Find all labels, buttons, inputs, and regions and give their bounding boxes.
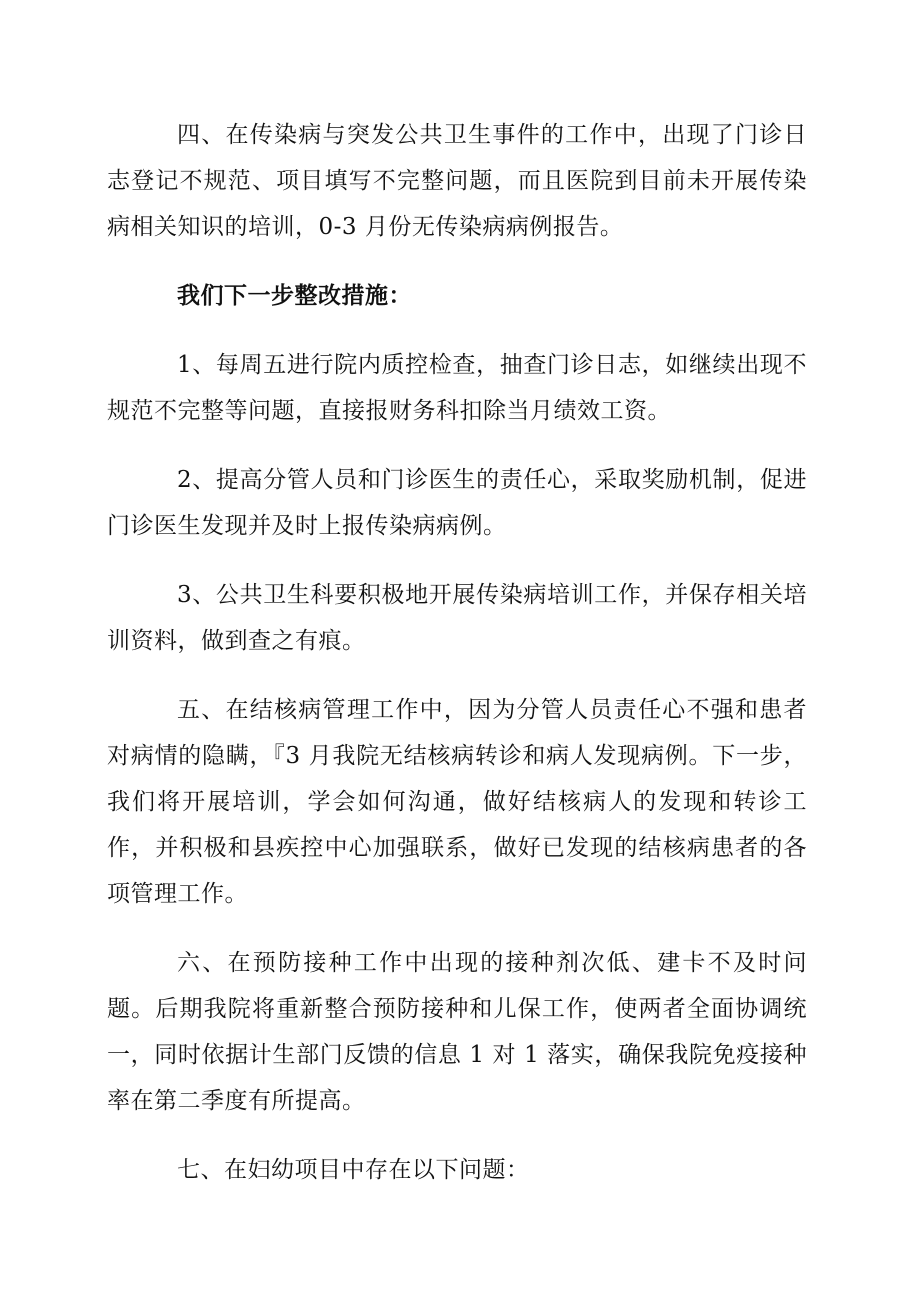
paragraph-measure-2: 2、提高分管人员和门诊医生的责任心，采取奖励机制，促进门诊医生发现并及时上报传染病病例。 [107,467,807,539]
paragraph-section-five: 五、在结核病管理工作中，因为分管人员责任心不强和患者对病情的隐瞒，『3 月我院无结核病转诊和病人发现病例。下一步，我们将开展培训，学会如何沟通，做好结核病人的发现和转诊工作，并积极和县疾控中心加强联系，做好已发现的结核病患者的各项管理工作。 [107,697,807,907]
paragraph-measure-1: 1、每周五进行院内质控检查，抽查门诊日志，如继续出现不规范不完整等问题，直接报财务科扣除当月绩效工资。 [107,352,807,424]
paragraph-measure-3: 3、公共卫生科要积极地开展传染病培训工作，并保存相关培训资料，做到查之有痕。 [107,582,807,654]
paragraph-section-six: 六、在预防接种工作中出现的接种剂次低、建卡不及时问题。后期我院将重新整合预防接种和儿保工作，使两者全面协调统一，同时依据计生部门反馈的信息 1 对 1 落实，确保我院免疫接种率在第二季度有所提高。 [107,950,807,1114]
paragraph-next-steps-heading: 我们下一步整改措施： [177,283,412,309]
paragraph-section-four: 四、在传染病与突发公共卫生事件的工作中，出现了门诊日志登记不规范、项目填写不完整问题，而且医院到目前未开展传染病相关知识的培训，0-3 月份无传染病病例报告。 [107,122,807,240]
document-body [107,112,807,1193]
paragraph-section-seven: 七、在妇幼项目中存在以下问题： [177,1157,530,1183]
